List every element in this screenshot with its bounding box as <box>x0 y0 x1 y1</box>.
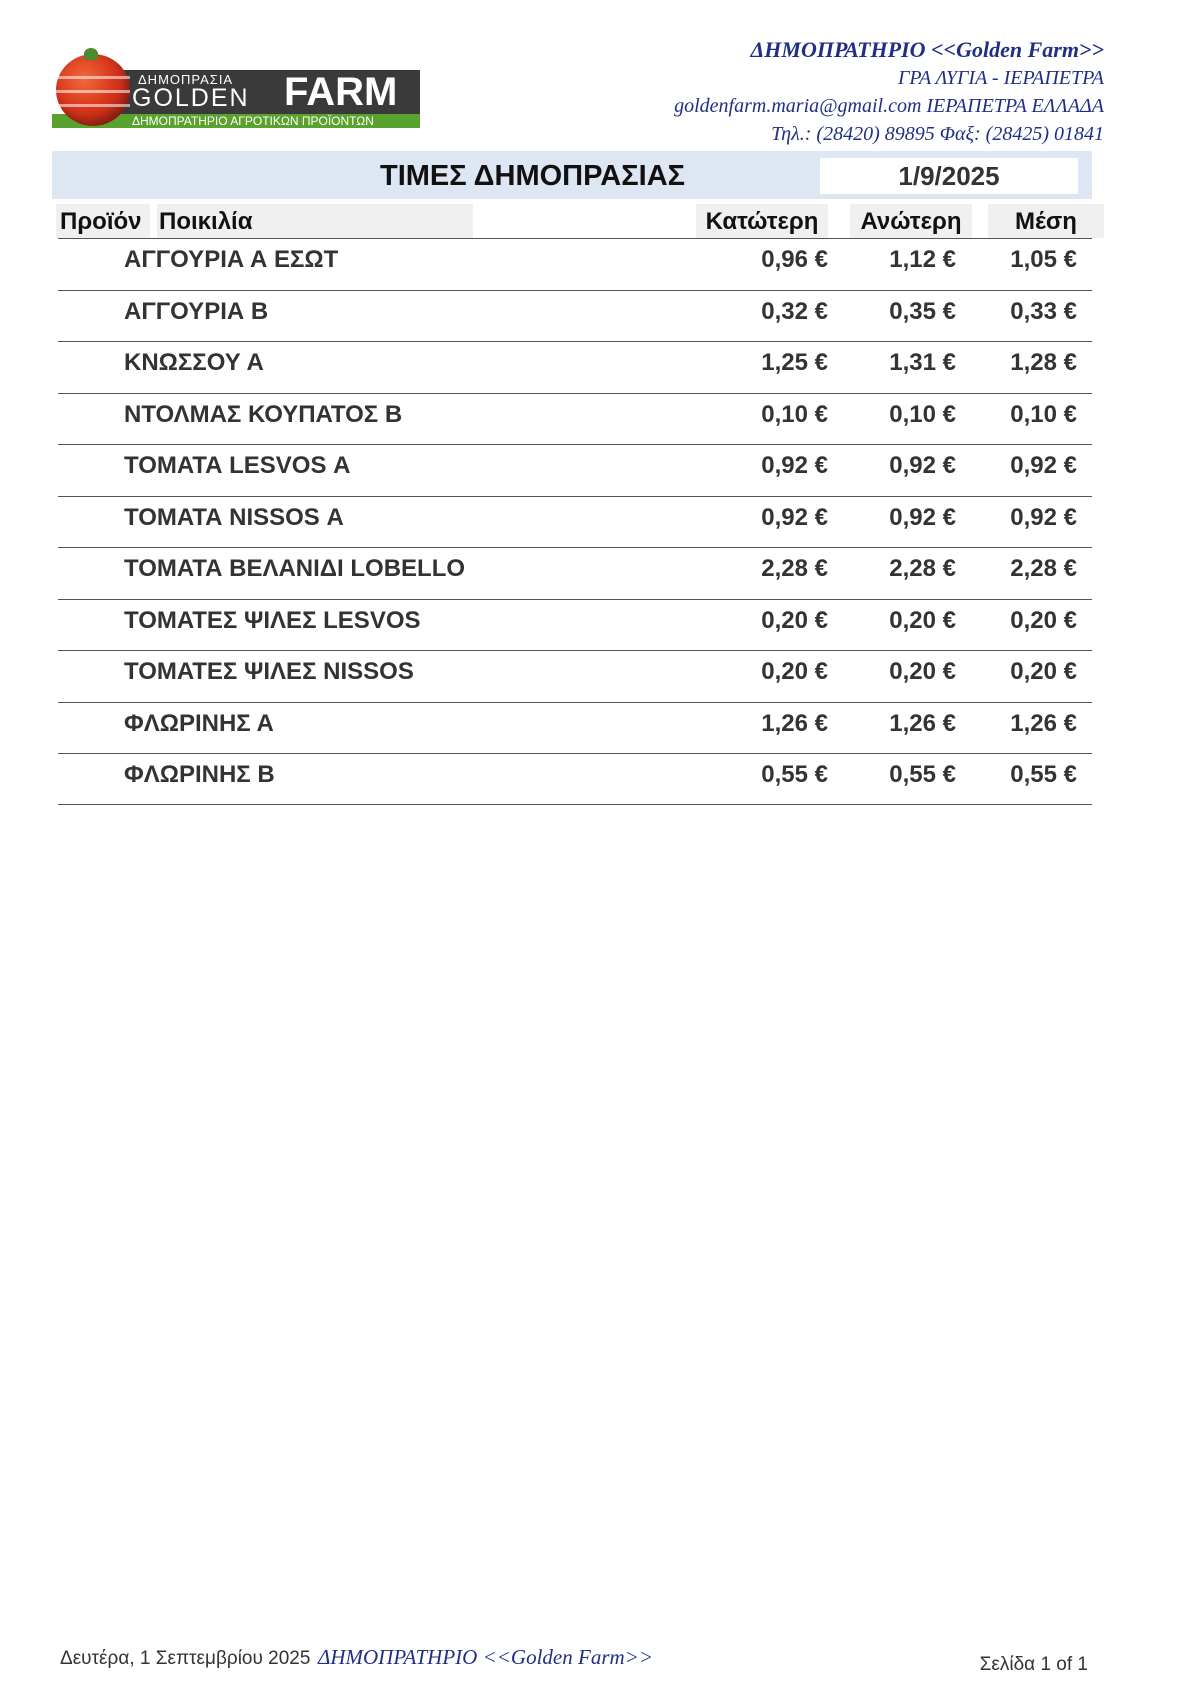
low-price-cell: 0,96 € <box>761 246 828 273</box>
low-price-cell: 0,32 € <box>761 297 828 325</box>
avg-price-cell: 0,33 € <box>1010 297 1077 325</box>
footer-page-number: Σελίδα 1 of 1 <box>979 1654 1088 1675</box>
price-table <box>58 238 1092 805</box>
header-low: Κατώτερη <box>696 204 828 238</box>
variety-cell: ΝΤΟΛΜΑΣ ΚΟΥΠΑΤΟΣ Β <box>124 400 403 428</box>
page-title: ΤΙΜΕΣ ΔΗΜΟΠΡΑΣΙΑΣ <box>380 160 686 192</box>
low-price-cell: 0,55 € <box>761 761 828 788</box>
table-row <box>58 393 1092 445</box>
table-row <box>58 496 1092 548</box>
variety-cell: ΤΟΜΑΤΕΣ ΨΙΛΕΣ NISSOS <box>124 658 414 685</box>
company-phone: Τηλ.: (28420) 89895 Φαξ: (28425) 01841 <box>771 123 1104 145</box>
company-address: ΓΡΑ ΛΥΓΙΑ - ΙΕΡΑΠΕΤΡΑ <box>897 67 1104 89</box>
low-price-cell: 0,20 € <box>761 658 828 685</box>
low-price-cell: 1,25 € <box>761 349 828 376</box>
low-price-cell: 0,92 € <box>761 503 828 531</box>
variety-cell: ΤΟΜΑΤΕΣ ΨΙΛΕΣ LESVOS <box>124 606 421 634</box>
variety-cell: ΚΝΩΣΣΟΥ Α <box>124 349 264 376</box>
high-price-cell: 0,10 € <box>889 400 956 428</box>
table-row <box>58 547 1092 599</box>
high-price-cell: 0,20 € <box>889 606 956 634</box>
table-row <box>58 753 1092 805</box>
header-variety: Ποικιλία <box>157 204 473 238</box>
company-contact: goldenfarm.maria@gmail.com ΙΕΡΑΠΕΤΡΑ ΕΛΛΑΔΑ <box>674 95 1104 117</box>
high-price-cell: 1,31 € <box>889 349 956 376</box>
high-price-cell: 0,55 € <box>889 761 956 788</box>
high-price-cell: 2,28 € <box>889 555 956 582</box>
high-price-cell: 1,12 € <box>889 246 956 273</box>
header-product: Προϊόν <box>56 204 150 238</box>
variety-cell: ΤΟΜΑΤΑ NISSOS Α <box>124 503 344 531</box>
high-price-cell: 0,92 € <box>889 503 956 531</box>
avg-price-cell: 1,05 € <box>1010 246 1077 273</box>
avg-price-cell: 1,26 € <box>1010 709 1077 737</box>
variety-cell: ΤΟΜΑΤΑ ΒΕΛΑΝΙΔΙ LOBELLO <box>124 555 466 582</box>
variety-cell: ΦΛΩΡΙΝΗΣ Α <box>124 709 274 737</box>
low-price-cell: 0,20 € <box>761 606 828 634</box>
golden-farm-logo <box>52 50 420 128</box>
table-row <box>58 238 1092 290</box>
variety-cell: ΑΓΓΟΥΡΙΑ Α ΕΣΩΤ <box>124 246 339 273</box>
high-price-cell: 0,92 € <box>889 452 956 479</box>
low-price-cell: 1,26 € <box>761 709 828 737</box>
footer-date: Δευτέρα, 1 Σεπτεμβρίου 2025 <box>60 1648 311 1669</box>
high-price-cell: 1,26 € <box>889 709 956 737</box>
header-avg: Μέση <box>988 204 1104 238</box>
company-header <box>674 36 1104 148</box>
logo-golden-text: GOLDEN <box>132 84 250 112</box>
tomato-icon <box>56 54 130 126</box>
table-row <box>58 444 1092 496</box>
logo-tagline: ΔΗΜΟΠΡΑΤΗΡΙΟ ΑΓΡΟΤΙΚΩΝ ΠΡΟΪΟΝΤΩΝ <box>132 114 374 128</box>
leaf-icon <box>84 48 98 60</box>
avg-price-cell: 0,55 € <box>1010 761 1077 788</box>
avg-price-cell: 2,28 € <box>1010 555 1077 582</box>
low-price-cell: 2,28 € <box>761 555 828 582</box>
table-row <box>58 650 1092 702</box>
low-price-cell: 0,92 € <box>761 452 828 479</box>
footer-company: ΔΗΜΟΠΡΑΤΗΡΙΟ <<Golden Farm>> <box>318 1645 654 1669</box>
variety-cell: ΤΟΜΑΤΑ LESVOS Α <box>124 452 351 479</box>
variety-cell: ΑΓΓΟΥΡΙΑ Β <box>124 297 269 325</box>
header-high: Ανώτερη <box>850 204 972 238</box>
logo-small-text: ΔΗΜΟΠΡΑΣΙΑ <box>138 72 234 87</box>
high-price-cell: 0,20 € <box>889 658 956 685</box>
table-row <box>58 290 1092 342</box>
low-price-cell: 0,10 € <box>761 400 828 428</box>
variety-cell: ΦΛΩΡΙΝΗΣ Β <box>124 761 275 788</box>
logo-farm-text: FARM <box>284 70 398 114</box>
high-price-cell: 0,35 € <box>889 297 956 325</box>
table-row <box>58 341 1092 393</box>
avg-price-cell: 0,10 € <box>1010 400 1077 428</box>
table-row <box>58 702 1092 754</box>
avg-price-cell: 0,92 € <box>1010 452 1077 479</box>
company-name: ΔΗΜΟΠΡΑΤΗΡΙΟ <<Golden Farm>> <box>750 37 1104 62</box>
avg-price-cell: 0,20 € <box>1010 606 1077 634</box>
table-row <box>58 599 1092 651</box>
avg-price-cell: 1,28 € <box>1010 349 1077 376</box>
avg-price-cell: 0,20 € <box>1010 658 1077 685</box>
avg-price-cell: 0,92 € <box>1010 503 1077 531</box>
report-date: 1/9/2025 <box>820 158 1078 194</box>
